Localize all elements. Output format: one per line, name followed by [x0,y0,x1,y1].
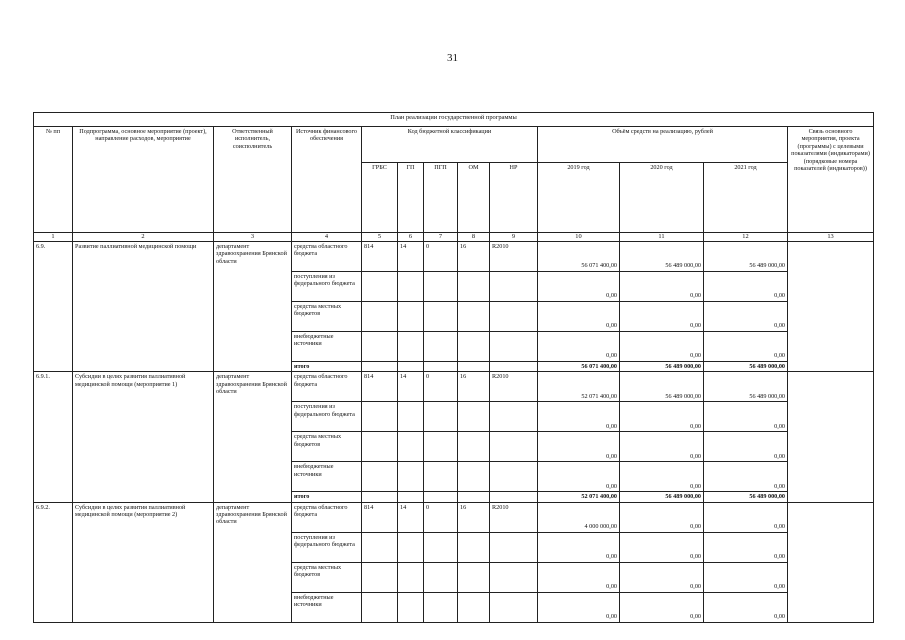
code-gp: 14 [398,241,424,271]
amount-2019: 0,00 [538,562,620,592]
code-om: 16 [458,241,490,271]
source-regional: средства областного бюджета [292,372,362,402]
responsible-executor: департамент здравоохранения Брянской области [214,241,292,371]
header-2020: 2020 год [620,163,704,233]
code-np: R2010 [490,372,538,402]
amount-2021: 0,00 [704,432,788,462]
amount-2021: 0,00 [704,532,788,562]
code-grbs: 814 [362,372,398,402]
amount-2019: 0,00 [538,301,620,331]
amount-2019: 4 000 000,00 [538,502,620,532]
code-grbs: 814 [362,241,398,271]
code-pgp: 0 [424,502,458,532]
amount-2020: 0,00 [620,532,704,562]
header-budget-code: Код бюджетной классификации [362,127,538,163]
source-total: итого [292,361,362,371]
source-local: средства местных бюджетов [292,301,362,331]
header-responsible: Ответственный исполнитель, соисполнитель [214,127,292,233]
code-grbs: 814 [362,502,398,532]
header-num: № пп [34,127,73,233]
header-pgp: ПГП [424,163,458,233]
amount-2019: 0,00 [538,532,620,562]
header-2021: 2021 год [704,163,788,233]
column-number: 12 [704,233,788,242]
amount-2021: 0,00 [704,562,788,592]
page-number: 31 [447,52,458,64]
amount-2020: 0,00 [620,331,704,361]
activity-name: Субсидии в целях развития паллиативной медицинской помощи (мероприятие 2) [73,502,214,622]
amount-2019: 0,00 [538,331,620,361]
amount-2020: 56 489 000,00 [620,241,704,271]
column-number: 5 [362,233,398,242]
amount-2020: 0,00 [620,562,704,592]
column-number: 10 [538,233,620,242]
header-gp: ГП [398,163,424,233]
column-number: 4 [292,233,362,242]
source-regional: средства областного бюджета [292,241,362,271]
table-row [34,372,874,402]
header-grbs: ГРБС [362,163,398,233]
code-pgp: 0 [424,372,458,402]
header-volume: Объём средств на реализацию, рублей [538,127,788,163]
source-federal: поступления из федерального бюджета [292,402,362,432]
amount-2021: 0,00 [704,462,788,492]
amount-2020: 0,00 [620,592,704,622]
table-row [34,241,874,271]
column-number: 9 [490,233,538,242]
source-offbudget: внебюджетные источники [292,592,362,622]
responsible-executor: департамент здравоохранения Брянской области [214,372,292,502]
source-offbudget: внебюджетные источники [292,331,362,361]
plan-table [33,112,874,623]
code-pgp: 0 [424,241,458,271]
total-2020: 56 489 000,00 [620,492,704,502]
amount-2020: 0,00 [620,502,704,532]
amount-2020: 0,00 [620,271,704,301]
column-number: 11 [620,233,704,242]
amount-2019: 52 071 400,00 [538,372,620,402]
column-number: 3 [214,233,292,242]
amount-2020: 0,00 [620,462,704,492]
source-federal: поступления из федерального бюджета [292,532,362,562]
amount-2021: 56 489 000,00 [704,241,788,271]
table-title: План реализации государственной программы [34,113,874,127]
code-gp: 14 [398,372,424,402]
amount-2021: 0,00 [704,402,788,432]
source-total: итого [292,492,362,502]
code-om: 16 [458,372,490,402]
header-subprogram: Подпрограмма, основное мероприятие (проект), направление расходов, мероприятие [73,127,214,233]
code-np: R2010 [490,502,538,532]
amount-2020: 0,00 [620,402,704,432]
amount-2019: 0,00 [538,271,620,301]
indicator-link [788,372,874,502]
activity-name: Субсидии в целях развития паллиативной медицинской помощи (мероприятие 1) [73,372,214,502]
row-number: 6.9.2. [34,502,73,622]
source-federal: поступления из федерального бюджета [292,271,362,301]
amount-2021: 0,00 [704,301,788,331]
indicator-link [788,502,874,622]
source-local: средства местных бюджетов [292,562,362,592]
column-number: 7 [424,233,458,242]
total-2021: 56 489 000,00 [704,361,788,371]
amount-2021: 0,00 [704,502,788,532]
column-number: 2 [73,233,214,242]
code-gp: 14 [398,502,424,532]
header-om: ОМ [458,163,490,233]
responsible-executor: департамент здравоохранения Брянской области [214,502,292,622]
amount-2020: 56 489 000,00 [620,372,704,402]
header-link: Связь основного мероприятия, проекта (программы) с целевыми показателями (индикаторами) (порядковые номера показателей (индикаторов)) [788,127,874,233]
amount-2021: 0,00 [704,331,788,361]
amount-2019: 0,00 [538,592,620,622]
table-row [34,502,874,532]
code-np: R2010 [490,241,538,271]
amount-2021: 0,00 [704,271,788,301]
source-regional: средства областного бюджета [292,502,362,532]
total-2020: 56 489 000,00 [620,361,704,371]
source-local: средства местных бюджетов [292,432,362,462]
indicator-link [788,241,874,371]
column-number: 1 [34,233,73,242]
amount-2020: 0,00 [620,301,704,331]
activity-name: Развитие паллиативной медицинской помощи [73,241,214,371]
code-om: 16 [458,502,490,532]
amount-2019: 0,00 [538,402,620,432]
amount-2021: 56 489 000,00 [704,372,788,402]
column-number: 6 [398,233,424,242]
total-2021: 56 489 000,00 [704,492,788,502]
row-number: 6.9.1. [34,372,73,502]
amount-2019: 0,00 [538,462,620,492]
total-2019: 56 071 400,00 [538,361,620,371]
column-number: 13 [788,233,874,242]
amount-2021: 0,00 [704,592,788,622]
row-number: 6.9. [34,241,73,371]
amount-2019: 56 071 400,00 [538,241,620,271]
amount-2020: 0,00 [620,432,704,462]
source-offbudget: внебюджетные источники [292,462,362,492]
column-number-row [34,233,874,242]
header-2019: 2019 год [538,163,620,233]
header-np: НР [490,163,538,233]
total-2019: 52 071 400,00 [538,492,620,502]
amount-2019: 0,00 [538,432,620,462]
header-source: Источник финансового обеспечения [292,127,362,233]
column-number: 8 [458,233,490,242]
